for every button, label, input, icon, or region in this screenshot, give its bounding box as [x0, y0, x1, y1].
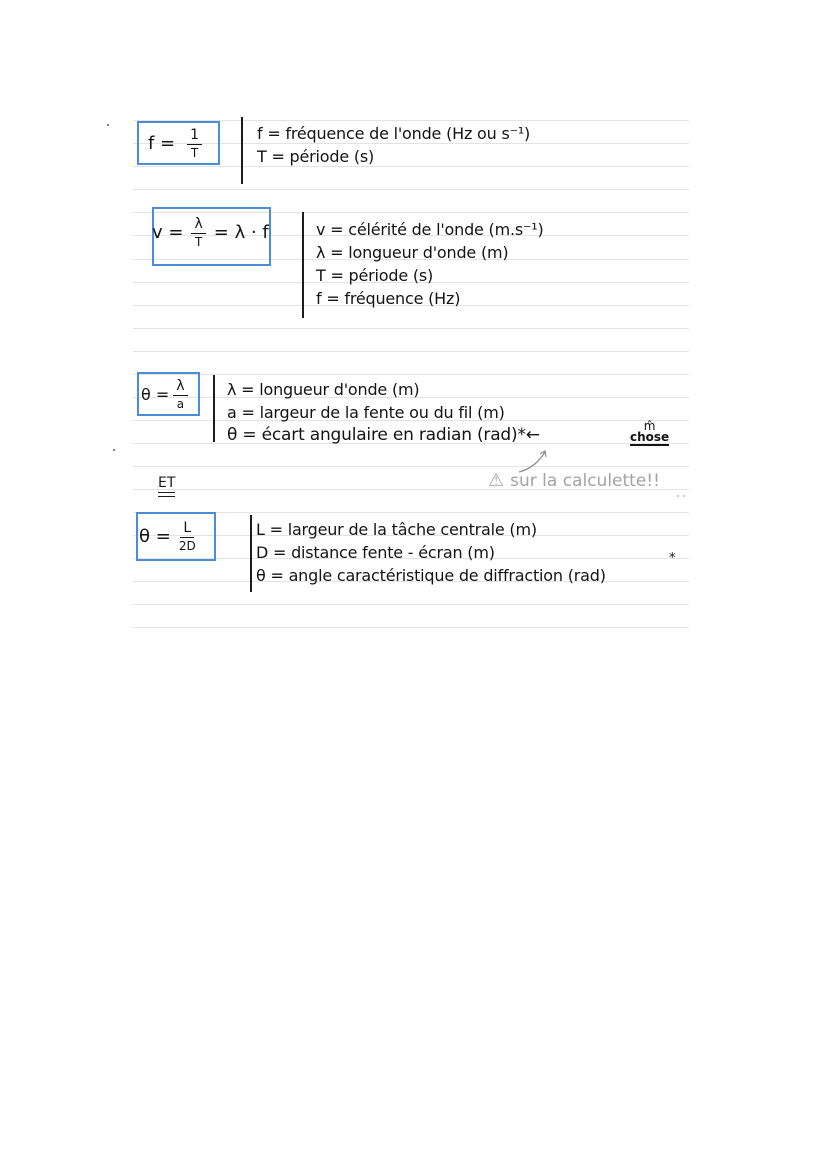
side-note-meme-chose: [630, 421, 669, 446]
ruled-line: [133, 466, 689, 467]
fraction: [191, 217, 205, 248]
fraction-numerator: L: [180, 521, 194, 538]
formula-tail: = λ · f: [213, 221, 269, 243]
definition-line: λ = longueur d'onde (m): [227, 380, 420, 399]
asterisk-mark: *: [669, 551, 676, 566]
warning-triangle-icon: ⚠: [488, 470, 505, 491]
definition-line: D = distance fente - écran (m): [256, 543, 495, 562]
stray-dot: [683, 495, 685, 497]
fraction-denominator: a: [176, 396, 185, 411]
ruled-line: [133, 328, 689, 329]
definition-line: T = période (s): [316, 266, 434, 285]
ruled-line: [133, 374, 689, 375]
definition-line: θ = angle caractéristique de diffraction (rad): [256, 566, 606, 585]
definitions-list: [257, 122, 530, 168]
ruled-line: [133, 604, 689, 605]
formula: [152, 212, 269, 252]
definitions-list: [227, 378, 540, 447]
definition-line: a = largeur de la fente ou du fil (m): [227, 403, 505, 422]
fraction: [173, 379, 187, 410]
vertical-separator: [250, 515, 252, 592]
definition-line: f = fréquence de l'onde (Hz ou s⁻¹): [257, 124, 531, 143]
ruled-line: [133, 351, 689, 352]
vertical-separator: [213, 375, 215, 442]
fraction: [187, 128, 202, 159]
definitions-list: [316, 218, 544, 310]
stray-dot: [113, 449, 115, 451]
definitions-list: [256, 518, 606, 587]
ruled-line: [133, 512, 689, 513]
formula: [148, 124, 202, 162]
fraction-numerator: λ: [191, 217, 205, 234]
fraction: [179, 521, 196, 552]
stray-dot: [107, 124, 109, 126]
stray-dot: [677, 495, 679, 497]
connector-et: ET: [158, 475, 176, 491]
definition-line: v = célérité de l'onde (m.s⁻¹): [316, 220, 544, 239]
definition-line: f = fréquence (Hz): [316, 289, 461, 308]
ruled-line: [133, 627, 689, 628]
definition-line: L = largeur de la tâche centrale (m): [256, 520, 537, 539]
calculator-warning: [488, 470, 660, 491]
formula-lhs: θ =: [141, 384, 170, 404]
formula: [139, 514, 196, 558]
fraction-denominator: 2D: [178, 538, 196, 553]
definition-line: λ = longueur d'onde (m): [316, 243, 509, 262]
side-note-bottom: chose: [630, 430, 670, 444]
fraction-denominator: T: [190, 145, 199, 160]
ruled-line: [133, 189, 689, 190]
fraction-numerator: 1: [187, 128, 202, 145]
fraction-numerator: λ: [173, 379, 187, 396]
formula: [141, 374, 188, 414]
warning-text: sur la calculette!!: [510, 471, 660, 491]
fraction-denominator: T: [194, 234, 203, 249]
formula-lhs: f =: [148, 132, 176, 154]
side-note-top: m̂: [643, 419, 656, 433]
formula-lhs: v =: [152, 221, 184, 243]
definition-line: T = période (s): [257, 147, 375, 166]
vertical-separator: [302, 212, 304, 318]
formula-lhs: θ =: [139, 525, 171, 547]
definition-line: θ = écart angulaire en radian (rad)*←: [227, 425, 540, 445]
vertical-separator: [241, 117, 243, 184]
